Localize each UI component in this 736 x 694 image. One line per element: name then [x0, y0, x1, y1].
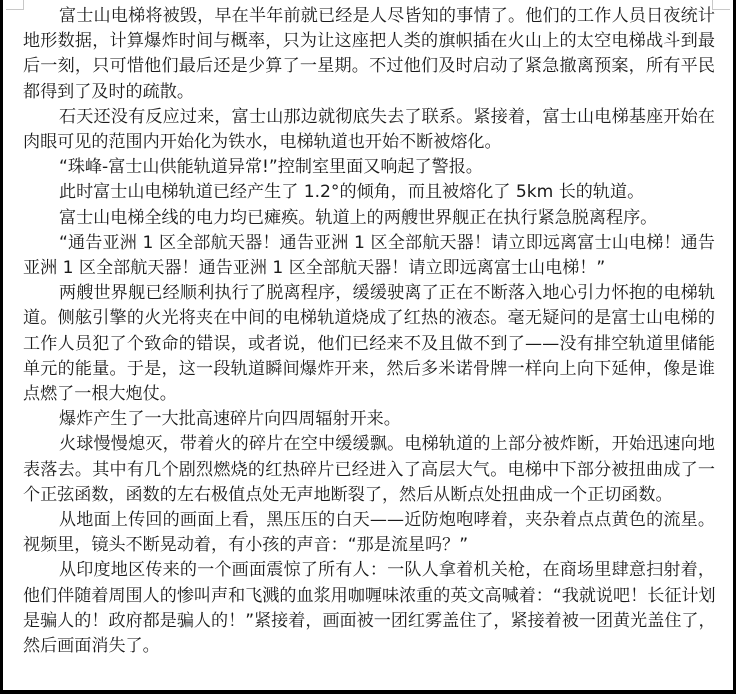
paragraph	[23, 180, 715, 205]
text-line: 单元的能量。于是，这一段轨道瞬间爆炸开来，然后多米诺骨牌一样向上向下延伸，像是谁	[23, 358, 715, 379]
text-line: 都得到了及时的疏散。	[23, 81, 194, 102]
text-line: 个正弦函数，函数的左右极值点处无声地断裂了，然后从断点处扭曲成一个正切函数。	[23, 484, 673, 505]
paragraph	[23, 407, 715, 432]
text-line: 工作人员犯了个致命的错误，或者说，他们已经来不及且做不到了——没有排空轨道里储能	[23, 333, 715, 354]
text-line: 从印度地区传来的一个画面震惊了所有人：一队人拿着机关枪，在商场里肆意扫射着，	[59, 560, 715, 581]
paragraph	[23, 4, 715, 105]
paragraph	[23, 206, 715, 231]
text-line: 富士山电梯全线的电力均已瘫痪。轨道上的两艘世界舰正在执行紧急脱离程序。	[59, 207, 658, 228]
paragraph	[23, 105, 715, 155]
text-line: 亚洲 1 区全部航天器！通告亚洲 1 区全部航天器！请立即远离富士山电梯！”	[23, 258, 606, 279]
text-line: 从地面上传回的画面上看，黑压压的白天——近防炮咆哮着，夹杂着点点黄色的流星。	[59, 510, 715, 531]
text-line: “珠峰-富士山供能轨道异常!”控制室里面又响起了警报。	[59, 157, 483, 178]
paragraph	[23, 508, 715, 558]
document-body	[23, 4, 715, 659]
text-line: 然后画面消失了。	[23, 636, 160, 657]
paragraph	[23, 432, 715, 508]
text-line: 点燃了一根大炮仗。	[23, 384, 177, 405]
text-line: 火球慢慢熄灭，带着火的碎片在空中缓缓飘。电梯轨道的上部分被炸断，开始迅速向地	[59, 434, 715, 455]
text-line: 后一刻，只可惜他们最后还是少算了一星期。不过他们及时启动了紧急撤离预案，所有平民	[23, 56, 715, 77]
text-line: “通告亚洲 1 区全部航天器！通告亚洲 1 区全部航天器！请立即远离富士山电梯！通告	[59, 232, 715, 253]
paragraph	[23, 281, 715, 407]
text-line: 此时富士山电梯轨道已经产生了 1.2°的倾角，而且被熔化了 5km 长的轨道。	[59, 182, 645, 203]
paragraph	[23, 231, 715, 281]
text-line: 表落去。其中有几个剧烈燃烧的红热碎片已经进入了高层大气。电梯中下部分被扭曲成了一	[23, 459, 715, 480]
text-line: 两艘世界舰已经顺利执行了脱离程序，缓缓驶离了正在不断落入地心引力怀抱的电梯轨	[59, 283, 715, 304]
text-line: 他们伴随着周围人的惨叫声和飞溅的血浆用咖喱味浓重的英文高喊着：“我就说吧！长征计划	[23, 585, 716, 606]
text-line: 是骗人的！政府都是骗人的！”紧接着，画面被一团红雾盖住了，紧接着被一团黄光盖住了，	[23, 610, 716, 631]
text-line: 肉眼可见的范围内开始化为铁水，电梯轨道也开始不断被熔化。	[23, 132, 502, 153]
text-line: 爆炸产生了一大批高速碎片向四周辐射开来。	[59, 409, 401, 430]
text-line: 地形数据，计算爆炸时间与概率，只为让这座把人类的旗帜插在火山上的太空电梯战斗到最	[23, 31, 715, 52]
paragraph	[23, 558, 715, 659]
text-line: 道。侧舷引擎的火光将夹在中间的电梯轨道烧成了红热的液态。毫无疑问的是富士山电梯的	[23, 308, 715, 329]
text-line: 视频里，镜头不断晃动着，有小孩的声音：“那是流星吗？”	[23, 535, 469, 556]
paragraph	[23, 155, 715, 180]
text-line: 石天还没有反应过来，富士山那边就彻底失去了联系。紧接着，富士山电梯基座开始在	[59, 106, 715, 127]
text-line: 富士山电梯将被毁，早在半年前就已经是人尽皆知的事情了。他们的工作人员日夜统计	[59, 6, 715, 26]
page-corner-mark-left	[6, 0, 24, 10]
